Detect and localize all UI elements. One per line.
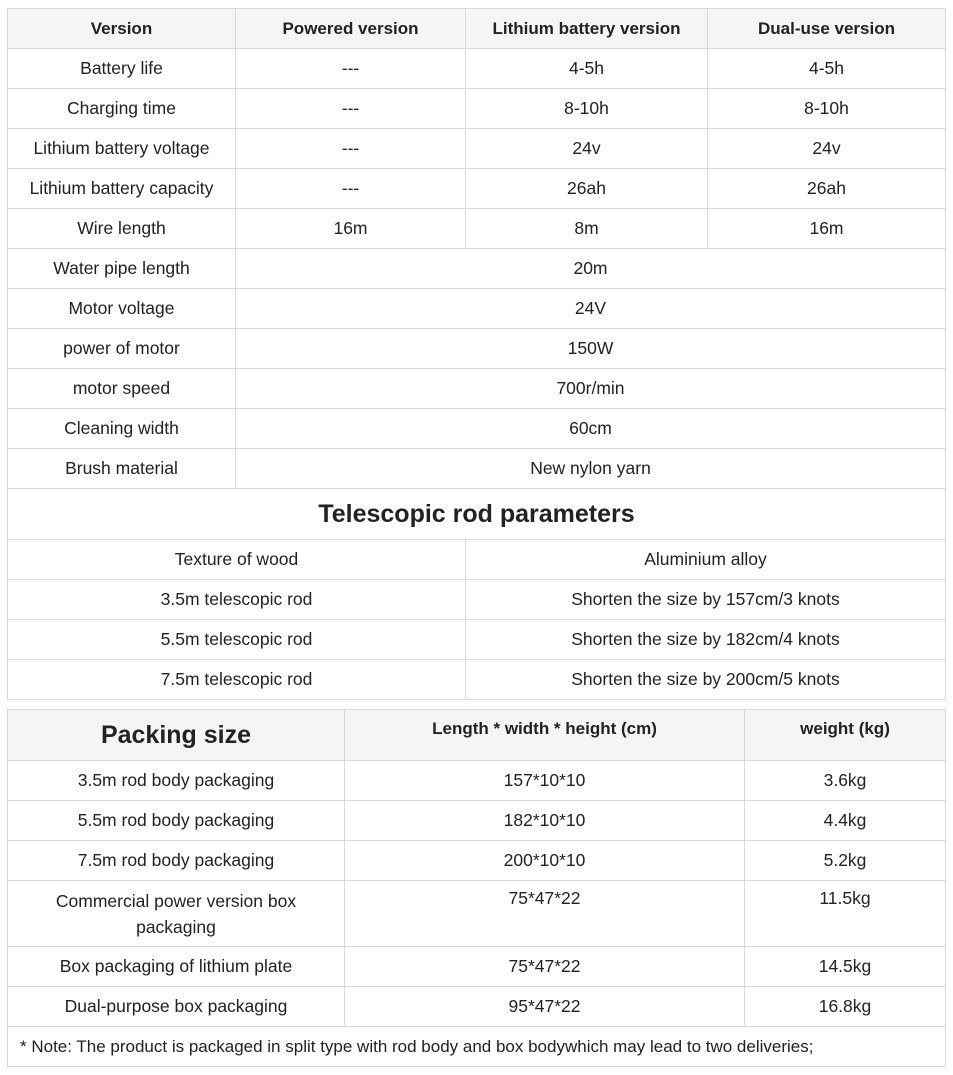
packing-weight: 5.2kg — [745, 841, 946, 881]
table-row — [8, 841, 946, 881]
spec-label: Battery life — [8, 49, 236, 89]
packing-weight: 4.4kg — [745, 801, 946, 841]
spec-value: 24v — [466, 129, 708, 169]
spec-value: 26ah — [708, 169, 946, 209]
table-row — [8, 761, 946, 801]
table-row — [8, 987, 946, 1027]
spec-label: Water pipe length — [8, 249, 236, 289]
spec-value: 16m — [236, 209, 466, 249]
table-row — [8, 169, 946, 209]
packing-header-dimensions: Length * width * height (cm) — [345, 710, 745, 761]
table-row — [8, 249, 946, 289]
spec-header-powered: Powered version — [236, 9, 466, 49]
spec-value: 150W — [236, 329, 946, 369]
telescopic-value: Aluminium alloy — [466, 540, 946, 580]
spec-value: 26ah — [466, 169, 708, 209]
packing-note: * Note: The product is packaged in split type with rod body and box bodywhich may lead to two deliveries; — [8, 1027, 946, 1067]
table-row — [8, 947, 946, 987]
spec-value: 4-5h — [708, 49, 946, 89]
table-row — [8, 409, 946, 449]
spec-value: 16m — [708, 209, 946, 249]
table-row — [8, 129, 946, 169]
spec-value: 700r/min — [236, 369, 946, 409]
packing-dimensions: 95*47*22 — [345, 987, 745, 1027]
table-row — [8, 329, 946, 369]
spec-value: 8-10h — [466, 89, 708, 129]
table-row — [8, 801, 946, 841]
note-row — [8, 1027, 946, 1067]
packing-item: 7.5m rod body packaging — [8, 841, 345, 881]
table-row — [8, 540, 946, 580]
spec-value: 24V — [236, 289, 946, 329]
packing-dimensions: 75*47*22 — [345, 947, 745, 987]
telescopic-value: Shorten the size by 200cm/5 knots — [466, 660, 946, 700]
packing-table — [7, 709, 946, 1067]
spec-value: --- — [236, 129, 466, 169]
spec-label: power of motor — [8, 329, 236, 369]
spec-header-dual: Dual-use version — [708, 9, 946, 49]
table-row — [8, 580, 946, 620]
table-row — [8, 620, 946, 660]
spec-value: --- — [236, 89, 466, 129]
telescopic-value: Shorten the size by 157cm/3 knots — [466, 580, 946, 620]
spec-label: Lithium battery capacity — [8, 169, 236, 209]
spec-label: Wire length — [8, 209, 236, 249]
spec-value: --- — [236, 169, 466, 209]
telescopic-label: Texture of wood — [8, 540, 466, 580]
packing-item: 5.5m rod body packaging — [8, 801, 345, 841]
packing-weight: 3.6kg — [745, 761, 946, 801]
spec-label: Cleaning width — [8, 409, 236, 449]
table-row — [8, 289, 946, 329]
telescopic-title-row — [8, 489, 946, 540]
spec-header-row — [8, 9, 946, 49]
telescopic-label: 3.5m telescopic rod — [8, 580, 466, 620]
packing-item: Dual-purpose box packaging — [8, 987, 345, 1027]
spec-table — [7, 8, 946, 700]
table-row — [8, 449, 946, 489]
table-row — [8, 881, 946, 947]
spec-label: motor speed — [8, 369, 236, 409]
packing-item: Commercial power version box packaging — [8, 881, 345, 947]
packing-dimensions: 157*10*10 — [345, 761, 745, 801]
packing-dimensions: 200*10*10 — [345, 841, 745, 881]
spec-value: 8-10h — [708, 89, 946, 129]
table-row — [8, 369, 946, 409]
telescopic-label: 7.5m telescopic rod — [8, 660, 466, 700]
table-row — [8, 89, 946, 129]
table-row — [8, 660, 946, 700]
packing-weight: 14.5kg — [745, 947, 946, 987]
spec-value: New nylon yarn — [236, 449, 946, 489]
packing-dimensions: 182*10*10 — [345, 801, 745, 841]
packing-header-title: Packing size — [8, 710, 345, 761]
spec-value: 20m — [236, 249, 946, 289]
packing-dimensions: 75*47*22 — [345, 881, 745, 947]
packing-header-weight: weight (kg) — [745, 710, 946, 761]
packing-weight: 16.8kg — [745, 987, 946, 1027]
telescopic-label: 5.5m telescopic rod — [8, 620, 466, 660]
spec-header-lithium: Lithium battery version — [466, 9, 708, 49]
table-row — [8, 49, 946, 89]
spec-value: 4-5h — [466, 49, 708, 89]
spec-label: Lithium battery voltage — [8, 129, 236, 169]
packing-item: Box packaging of lithium plate — [8, 947, 345, 987]
spec-value: --- — [236, 49, 466, 89]
spec-header-version: Version — [8, 9, 236, 49]
spec-value: 60cm — [236, 409, 946, 449]
telescopic-value: Shorten the size by 182cm/4 knots — [466, 620, 946, 660]
telescopic-title: Telescopic rod parameters — [8, 489, 946, 540]
packing-item: 3.5m rod body packaging — [8, 761, 345, 801]
spec-label: Motor voltage — [8, 289, 236, 329]
spec-value: 8m — [466, 209, 708, 249]
packing-weight: 11.5kg — [745, 881, 946, 947]
spec-label: Brush material — [8, 449, 236, 489]
packing-header-row — [8, 710, 946, 761]
spec-label: Charging time — [8, 89, 236, 129]
table-row — [8, 209, 946, 249]
spec-value: 24v — [708, 129, 946, 169]
